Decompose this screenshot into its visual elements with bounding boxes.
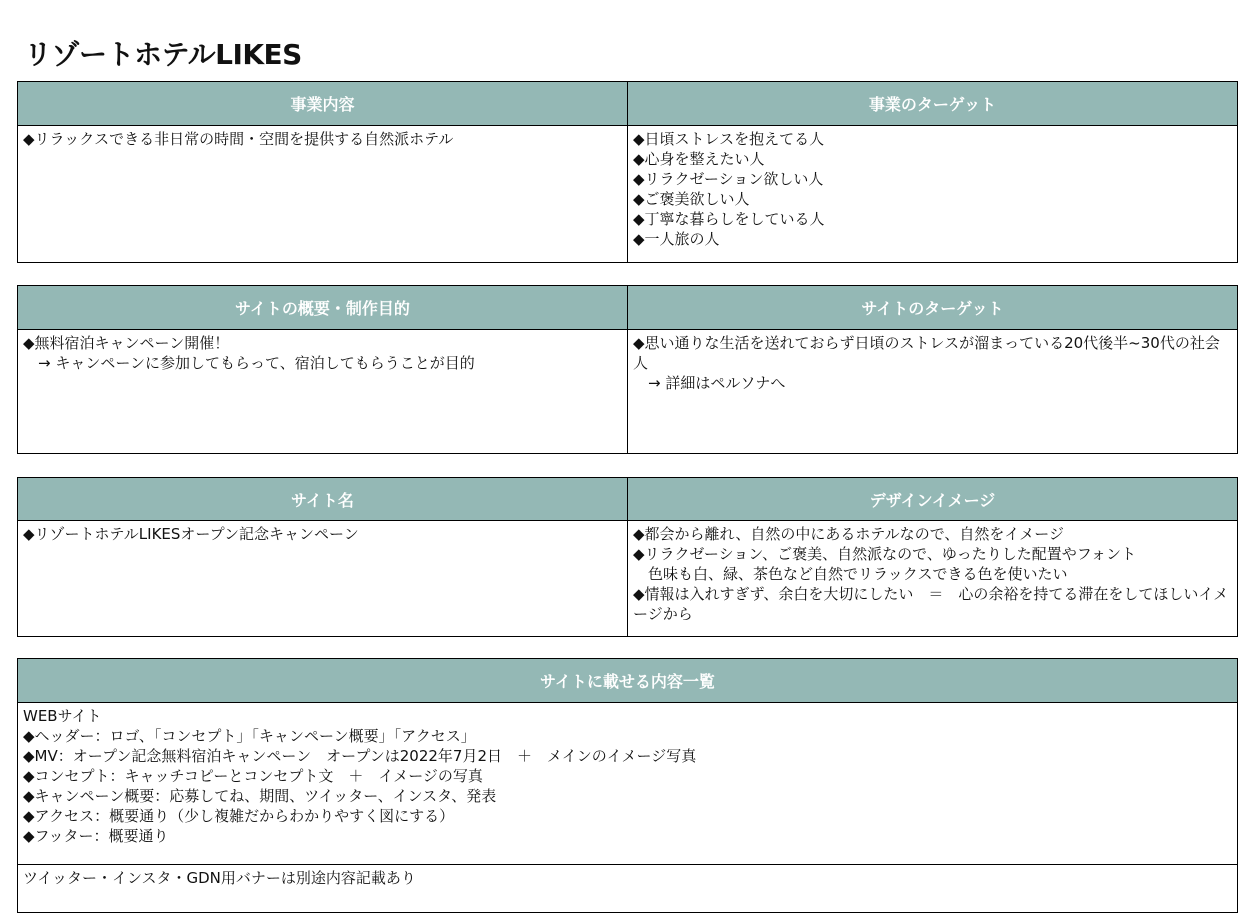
site-contents-table: [17, 658, 1238, 913]
design-table: [17, 477, 1238, 637]
table-header-row: [18, 82, 1238, 126]
business-content-header[interactable]: 事業内容: [18, 82, 628, 126]
table-header-row: [18, 478, 1238, 521]
table-row: [18, 330, 1238, 454]
site-target-header[interactable]: サイトのターゲット: [628, 286, 1238, 330]
business-table: [17, 81, 1238, 263]
site-contents-cell[interactable]: WEBサイト ◆ヘッダー：ロゴ、「コンセプト」「キャンペーン概要」「アクセス」 ◆MV：オープン記念無料宿泊キャンペーン オープンは2022年7月2日 ＋ メインのイメージ写真 ◆コンセプト：キャッチコピーとコンセプト文 ＋ イメージの写真 ◆キャンペーン概要：応募してね、期間、ツイッター、インスタ、発表 ◆アクセス：概要通り（少し複雑だからわかりやすく図にする） ◆フッター：概要通り: [18, 703, 1238, 865]
page-title: リゾートホテルLIKES: [24, 37, 302, 71]
business-content-cell[interactable]: ◆リラックスできる非日常の時間・空間を提供する自然派ホテル: [18, 126, 628, 263]
table-header-row: [18, 286, 1238, 330]
site-overview-table: [17, 285, 1238, 454]
table-header-row: [18, 659, 1238, 703]
design-image-cell[interactable]: ◆都会から離れ、自然の中にあるホテルなので、自然をイメージ ◆リラクゼーション、ご褒美、自然派なので、ゆったりした配置やフォント 色味も白、緑、茶色など自然でリラックスできる色を使いたい ◆情報は入れすぎず、余白を大切にしたい ＝ 心の余裕を持てる滞在をしてほしいイメージから: [628, 521, 1238, 637]
business-target-header[interactable]: 事業のターゲット: [628, 82, 1238, 126]
table-row: [18, 703, 1238, 865]
table-row: [18, 126, 1238, 263]
site-name-header[interactable]: サイト名: [18, 478, 628, 521]
site-target-cell[interactable]: ◆思い通りな生活を送れておらず日頃のストレスが溜まっている20代後半~30代の社会人 → 詳細はペルソナへ: [628, 330, 1238, 454]
design-image-header[interactable]: デザインイメージ: [628, 478, 1238, 521]
business-target-cell[interactable]: ◆日頃ストレスを抱えてる人 ◆心身を整えたい人 ◆リラクゼーション欲しい人 ◆ご褒美欲しい人 ◆丁寧な暮らしをしている人 ◆一人旅の人: [628, 126, 1238, 263]
site-contents-header[interactable]: サイトに載せる内容一覧: [18, 659, 1238, 703]
table-row: [18, 521, 1238, 637]
site-overview-header[interactable]: サイトの概要・制作目的: [18, 286, 628, 330]
site-overview-cell[interactable]: ◆無料宿泊キャンペーン開催！ → キャンペーンに参加してもらって、宿泊してもらうことが目的: [18, 330, 628, 454]
banner-note-cell[interactable]: ツイッター・インスタ・GDN用バナーは別途内容記載あり: [18, 865, 1238, 913]
table-row: [18, 865, 1238, 913]
site-name-cell[interactable]: ◆リゾートホテルLIKESオープン記念キャンペーン: [18, 521, 628, 637]
